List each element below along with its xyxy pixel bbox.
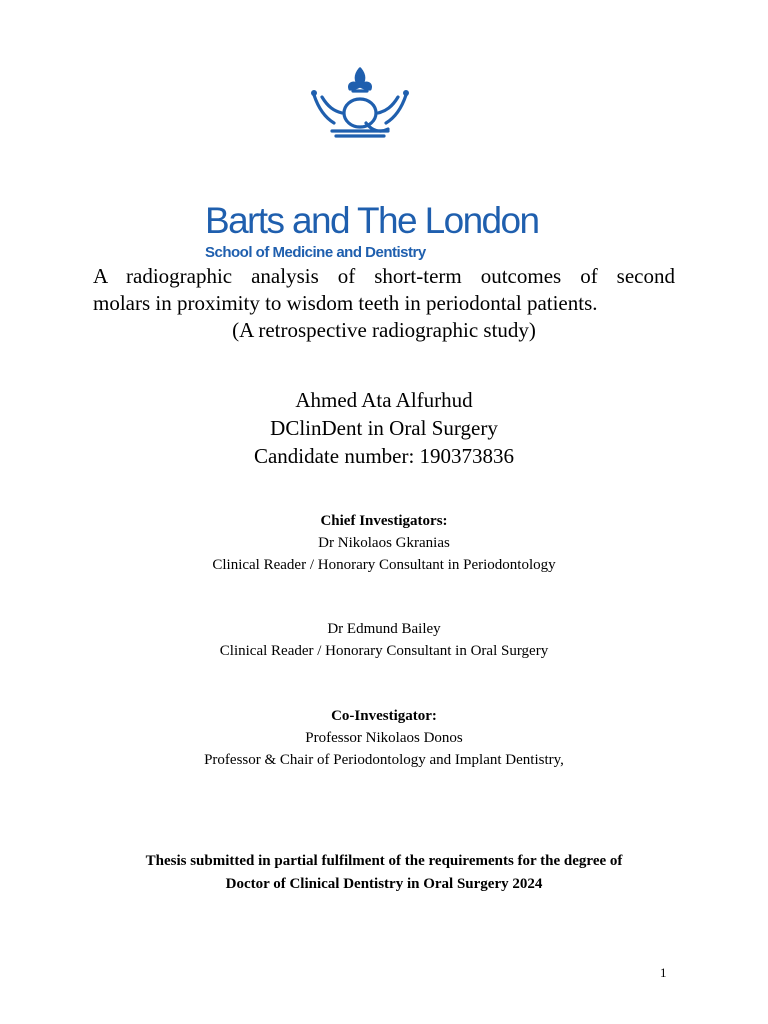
title-line-1: A radiographic analysis of short-term outcomes of second xyxy=(93,264,675,288)
author-name: Ahmed Ata Alfurhud xyxy=(295,388,473,412)
co-investigator-heading: Co-Investigator: xyxy=(331,708,437,724)
co-investigator-role: Professor & Chair of Periodontology and Implant Dentistry, xyxy=(204,752,564,768)
crown-q-crest-icon xyxy=(310,67,410,139)
thesis-title xyxy=(93,263,675,344)
second-investigator-block xyxy=(0,618,768,662)
investigator-name: Dr Edmund Bailey xyxy=(327,621,441,637)
co-investigator-block xyxy=(0,705,768,771)
logo-subtitle: School of Medicine and Dentistry xyxy=(205,244,426,261)
author-block xyxy=(0,386,768,470)
thesis-statement xyxy=(0,850,768,896)
thesis-line-2: Doctor of Clinical Dentistry in Oral Surgery 2024 xyxy=(225,876,543,892)
chief-investigators-block xyxy=(0,510,768,576)
page-number: 1 xyxy=(660,965,667,980)
thesis-line-1: Thesis submitted in partial fulfilment of the requirements for the degree of xyxy=(145,853,623,869)
chief-investigators-heading: Chief Investigators: xyxy=(320,513,448,529)
logo-title: Barts and The London xyxy=(205,200,539,241)
author-degree: DClinDent in Oral Surgery xyxy=(270,416,498,440)
candidate-number: Candidate number: 190373836 xyxy=(253,444,515,468)
title-line-3: (A retrospective radiographic study) xyxy=(232,318,536,342)
title-line-2: molars in proximity to wisdom teeth in periodontal patients. xyxy=(93,291,598,315)
investigator-name: Dr Nikolaos Gkranias xyxy=(318,535,450,551)
co-investigator-name: Professor Nikolaos Donos xyxy=(305,730,463,746)
investigator-role: Clinical Reader / Honorary Consultant in Oral Surgery xyxy=(219,643,549,659)
investigator-role: Clinical Reader / Honorary Consultant in Periodontology xyxy=(212,557,556,573)
university-logo xyxy=(180,55,560,261)
